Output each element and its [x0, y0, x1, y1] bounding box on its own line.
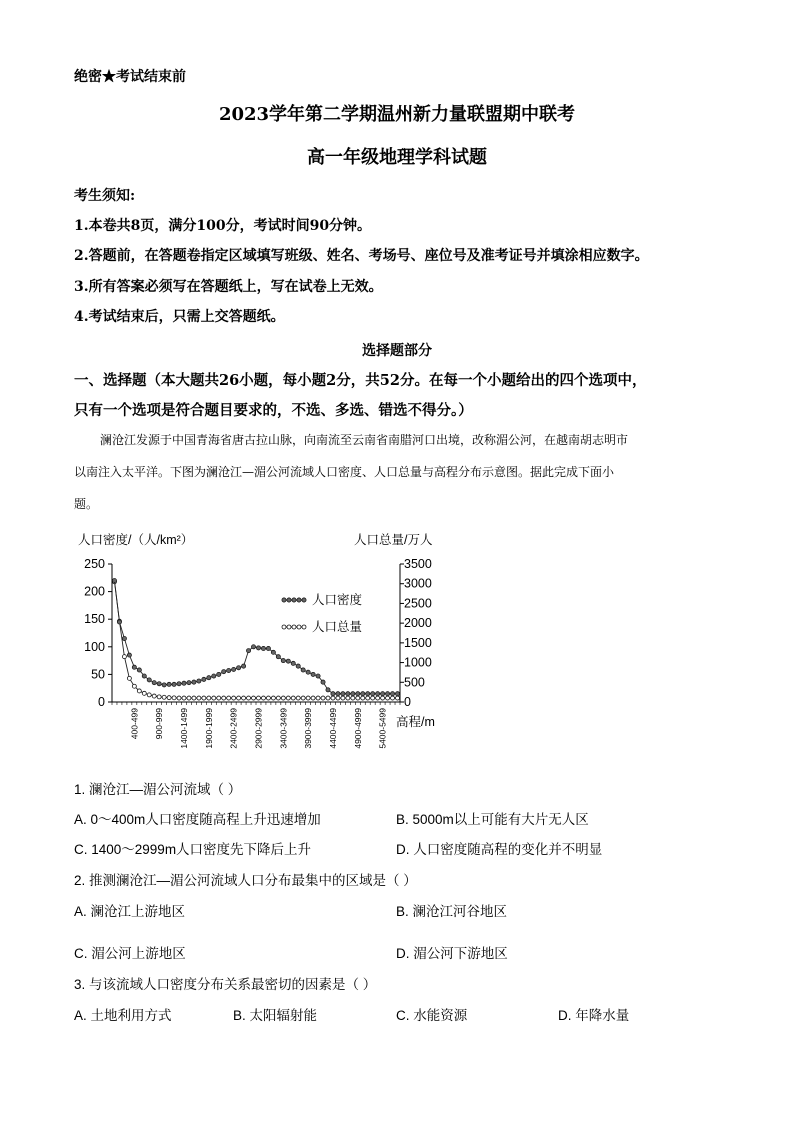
point-population-total: [276, 696, 280, 700]
point-population-density: [346, 692, 350, 696]
point-population-total: [391, 696, 395, 700]
point-population-density: [371, 692, 375, 696]
point-population-total: [291, 696, 295, 700]
x-tick-label: 2900-2999: [253, 708, 264, 749]
point-population-total: [296, 696, 300, 700]
legend-marker-population-total: [302, 625, 306, 629]
point-population-density: [361, 692, 365, 696]
point-population-density: [152, 681, 156, 685]
point-population-density: [182, 681, 186, 685]
right-tick-label: 3500: [404, 557, 432, 571]
x-tick-label: 2400-2499: [228, 708, 239, 749]
point-population-density: [117, 620, 121, 624]
point-population-density: [341, 692, 345, 696]
point-population-total: [177, 696, 181, 700]
point-population-density: [187, 681, 191, 685]
legend-label-population-total: 人口总量: [312, 620, 363, 634]
point-population-density: [246, 649, 250, 653]
right-tick-label: 0: [404, 695, 411, 709]
answer-option[interactable]: B. 澜沧江河谷地区: [396, 904, 508, 919]
point-population-density: [177, 682, 181, 686]
point-population-total: [286, 696, 290, 700]
x-tick-label: 5400-5499: [377, 708, 388, 749]
part-instructions: 只有一个选项是符合题目要求的，不选、多选、错选不得分。）: [74, 402, 473, 419]
answer-option[interactable]: B. 5000m以上可能有大片无人区: [396, 812, 589, 827]
point-population-density: [306, 670, 310, 674]
point-population-density: [147, 678, 151, 682]
answer-option[interactable]: D. 湄公河下游地区: [396, 946, 508, 961]
legend-marker-population-density: [287, 598, 291, 602]
point-population-density: [232, 667, 236, 671]
right-tick-label: 500: [404, 675, 425, 690]
point-population-density: [366, 692, 370, 696]
x-axis-label: 高程/m: [396, 715, 435, 729]
x-tick-label: 4400-4499: [327, 708, 338, 749]
note-item: 2.答题前，在答题卷指定区域填写班级、姓名、考场号、座位号及准考证号并填涂相应数字。: [74, 248, 649, 264]
point-population-total: [356, 696, 360, 700]
part-instructions: 一、选择题（本大题共26小题，每小题2分，共52分。在每一个小题给出的四个选项中，: [74, 372, 647, 389]
point-population-total: [381, 696, 385, 700]
point-population-total: [271, 696, 275, 700]
point-population-total: [167, 696, 171, 700]
point-population-density: [331, 692, 335, 696]
point-population-density: [356, 692, 360, 696]
left-tick-label: 50: [91, 667, 105, 682]
point-population-total: [152, 694, 156, 698]
point-population-density: [291, 661, 295, 665]
point-population-total: [157, 695, 161, 699]
point-population-total: [237, 696, 241, 700]
chart-plot-area: [84, 557, 432, 749]
point-population-density: [311, 672, 315, 676]
point-population-density: [390, 692, 394, 696]
point-population-total: [247, 696, 251, 700]
exam-subtitle: 高一年级地理学科试题: [307, 147, 487, 168]
point-population-density: [212, 674, 216, 678]
population-elevation-chart: [62, 524, 452, 764]
point-population-total: [301, 696, 305, 700]
point-population-density: [286, 659, 290, 663]
point-population-density: [217, 672, 221, 676]
question-stem: 1. 澜沧江—湄公河流域（ ）: [74, 782, 242, 797]
point-population-total: [346, 696, 350, 700]
point-population-density: [271, 650, 275, 654]
right-tick-label: 2000: [404, 616, 432, 631]
answer-option[interactable]: A. 土地利用方式: [74, 1008, 172, 1023]
point-population-density: [167, 682, 171, 686]
point-population-density: [351, 692, 355, 696]
point-population-total: [321, 696, 325, 700]
right-axis-label: 人口总量/万人: [354, 533, 433, 547]
left-axis-label: 人口密度/（人/km²）: [78, 533, 194, 547]
answer-option[interactable]: B. 太阳辐射能: [233, 1008, 318, 1023]
point-population-density: [132, 665, 136, 669]
exam-title: 2023学年第二学期温州新力量联盟期中联考: [218, 104, 576, 125]
point-population-density: [256, 646, 260, 650]
point-population-total: [187, 696, 191, 700]
point-population-density: [326, 688, 330, 692]
confidential-label: 绝密★考试结束前: [74, 69, 186, 85]
point-population-density: [112, 578, 116, 582]
point-population-total: [122, 655, 126, 659]
x-tick-label: 400-499: [129, 708, 140, 740]
point-population-total: [306, 696, 310, 700]
point-population-density: [395, 692, 399, 696]
point-population-total: [252, 696, 256, 700]
point-population-density: [207, 676, 211, 680]
right-tick-label: 3000: [404, 576, 432, 591]
point-population-total: [147, 693, 151, 697]
point-population-total: [331, 696, 335, 700]
point-population-density: [241, 664, 245, 668]
x-tick-label: 4900-4999: [352, 708, 363, 749]
point-population-total: [261, 696, 265, 700]
left-tick-label: 200: [84, 584, 105, 599]
passage-line: 题。: [74, 497, 99, 511]
point-population-total: [192, 696, 196, 700]
answer-option[interactable]: D. 人口密度随高程的变化并不明显: [396, 842, 603, 857]
note-item: 1.本卷共8页，满分100分，考试时间90分钟。: [74, 218, 372, 234]
point-population-total: [336, 696, 340, 700]
x-tick-label: 900-999: [154, 708, 165, 740]
point-population-density: [192, 680, 196, 684]
point-population-density: [276, 655, 280, 659]
left-tick-label: 0: [98, 695, 105, 709]
point-population-density: [266, 646, 270, 650]
point-population-density: [227, 668, 231, 672]
point-population-total: [361, 696, 365, 700]
point-population-total: [172, 696, 176, 700]
point-population-total: [137, 689, 141, 693]
point-population-total: [132, 684, 136, 688]
point-population-density: [142, 674, 146, 678]
point-population-total: [366, 696, 370, 700]
point-population-total: [311, 696, 315, 700]
point-population-total: [316, 696, 320, 700]
legend-marker-population-total: [287, 625, 291, 629]
x-tick-label: 1900-1999: [203, 708, 214, 749]
point-population-total: [341, 696, 345, 700]
answer-option[interactable]: C. 湄公河上游地区: [74, 946, 186, 961]
point-population-density: [122, 636, 126, 640]
point-population-total: [232, 696, 236, 700]
passage-line: 澜沧江发源于中国青海省唐古拉山脉，向南流至云南省南腊河口出境，改称湄公河，在越南胡志明市: [100, 433, 629, 447]
point-population-total: [266, 696, 270, 700]
legend-marker-population-density: [292, 598, 296, 602]
point-population-density: [301, 668, 305, 672]
point-population-density: [296, 664, 300, 668]
point-population-total: [202, 696, 206, 700]
point-population-density: [162, 683, 166, 687]
point-population-density: [197, 679, 201, 683]
right-tick-label: 1000: [404, 655, 432, 670]
point-population-total: [326, 696, 330, 700]
section-title: 选择题部分: [362, 343, 432, 359]
left-tick-label: 250: [84, 557, 105, 571]
point-population-density: [281, 659, 285, 663]
point-population-density: [172, 682, 176, 686]
passage-line: 以南注入太平洋。下图为澜沧江—湄公河流域人口密度、人口总量与高程分布示意图。据此完成下面小: [74, 465, 615, 479]
point-population-density: [261, 646, 265, 650]
point-population-total: [182, 696, 186, 700]
point-population-density: [202, 677, 206, 681]
point-population-density: [237, 666, 241, 670]
point-population-total: [281, 696, 285, 700]
legend-marker-population-total: [297, 625, 301, 629]
point-population-density: [321, 680, 325, 684]
point-population-density: [222, 670, 226, 674]
point-population-total: [386, 696, 390, 700]
x-tick-label: 3900-3999: [303, 708, 314, 749]
question-stem: 2. 推测澜沧江—湄公河流域人口分布最集中的区域是（ ）: [74, 873, 417, 888]
question-stem: 3. 与该流域人口密度分布关系最密切的因素是（ ）: [74, 977, 377, 992]
point-population-total: [217, 696, 221, 700]
point-population-density: [336, 692, 340, 696]
point-population-density: [316, 674, 320, 678]
right-tick-label: 1500: [404, 635, 432, 650]
point-population-total: [371, 696, 375, 700]
left-tick-label: 100: [84, 639, 105, 654]
point-population-total: [142, 691, 146, 695]
point-population-density: [127, 653, 131, 657]
point-population-density: [385, 692, 389, 696]
point-population-total: [222, 696, 226, 700]
legend-label-population-density: 人口密度: [312, 593, 363, 607]
legend-marker-population-density: [302, 598, 306, 602]
left-tick-label: 150: [84, 612, 105, 627]
point-population-total: [212, 696, 216, 700]
answer-option[interactable]: C. 1400～2999m人口密度先下降后上升: [74, 842, 312, 857]
point-population-total: [376, 696, 380, 700]
point-population-total: [197, 696, 201, 700]
point-population-density: [376, 692, 380, 696]
point-population-total: [227, 696, 231, 700]
point-population-total: [207, 696, 211, 700]
point-population-total: [162, 695, 166, 699]
answer-option[interactable]: A. 0～400m人口密度随高程上升迅速增加: [74, 812, 321, 827]
point-population-density: [251, 645, 255, 649]
point-population-total: [351, 696, 355, 700]
x-tick-label: 1400-1499: [179, 708, 189, 749]
legend-marker-population-total: [292, 625, 296, 629]
notes-heading: 考生须知:: [74, 188, 136, 204]
point-population-total: [256, 696, 260, 700]
answer-option[interactable]: C. 水能资源: [396, 1008, 468, 1023]
point-population-total: [242, 696, 246, 700]
note-item: 3.所有答案必须写在答题纸上，写在试卷上无效。: [74, 279, 383, 295]
note-item: 4.考试结束后，只需上交答题纸。: [74, 309, 285, 325]
point-population-density: [381, 692, 385, 696]
x-tick-label: 3400-3499: [278, 708, 289, 749]
answer-option[interactable]: D. 年降水量: [558, 1008, 630, 1023]
point-population-total: [396, 696, 400, 700]
point-population-total: [127, 676, 131, 680]
right-tick-label: 2500: [404, 596, 432, 611]
answer-option[interactable]: A. 澜沧江上游地区: [74, 904, 186, 919]
legend-marker-population-total: [282, 625, 286, 629]
point-population-density: [137, 668, 141, 672]
legend-marker-population-density: [282, 598, 286, 602]
legend-marker-population-density: [297, 598, 301, 602]
point-population-density: [157, 682, 161, 686]
